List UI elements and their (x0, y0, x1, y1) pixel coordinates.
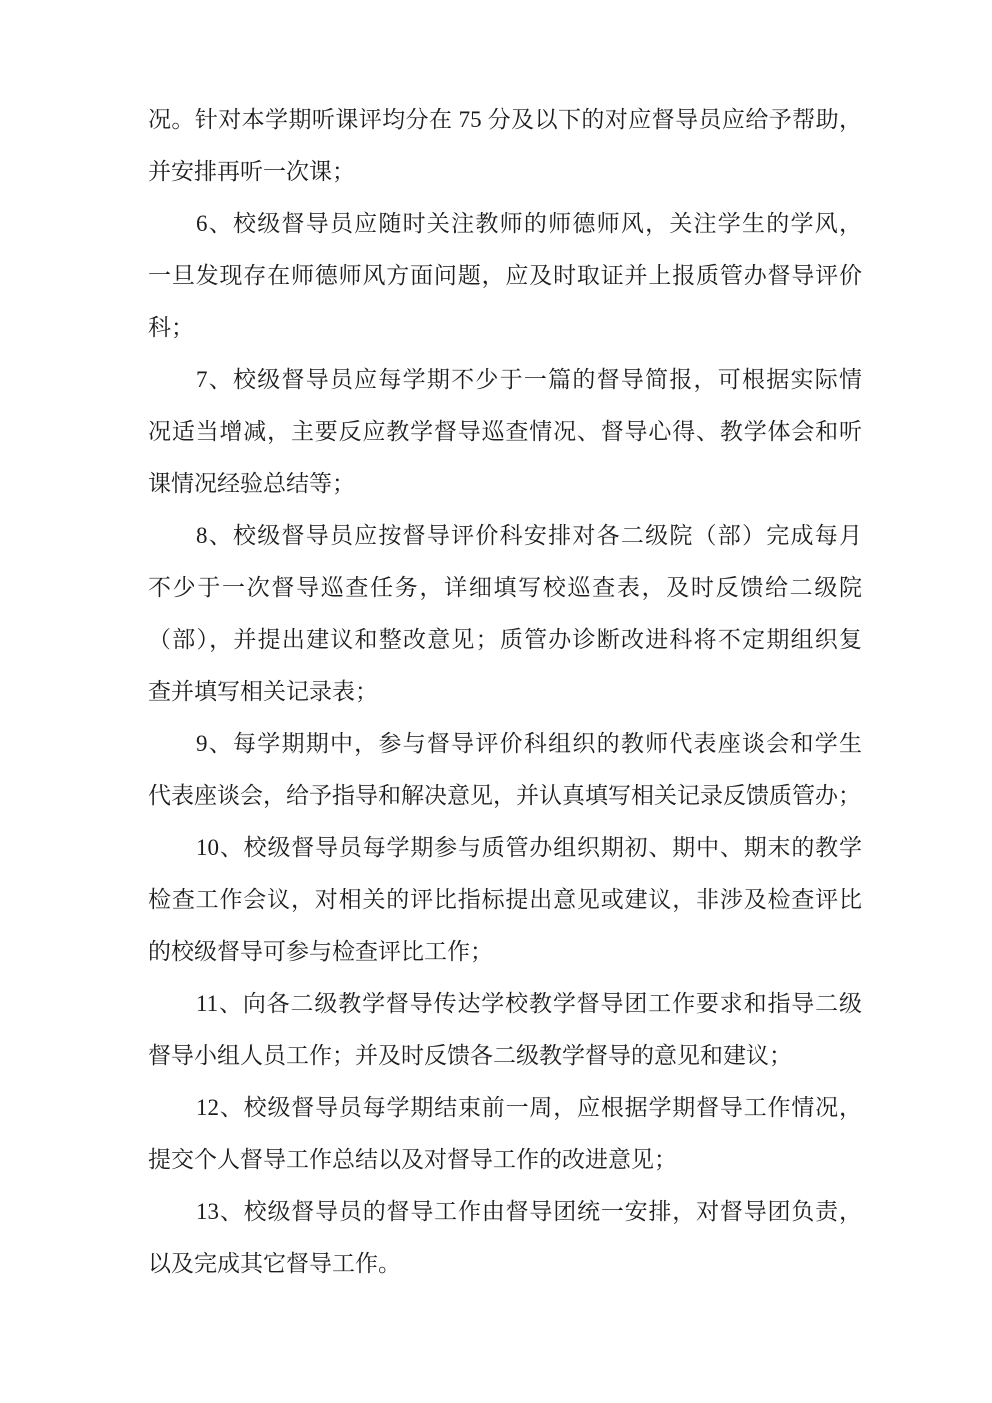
paragraph-3-line-1: 7、校级督导员应每学期不少于一篇的督导简报，可根据实际情 (196, 367, 862, 392)
paragraph-3-line-2: 况适当增减，主要反应教学督导巡查情况、督导心得、教学体会和听 (148, 419, 862, 444)
paragraph-8-line-2: 提交个人督导工作总结以及对督导工作的改进意见； (148, 1147, 677, 1172)
document-body (148, 94, 862, 1290)
paragraph-2-line-1: 6、校级督导员应随时关注教师的师德师风，关注学生的学风， (196, 211, 862, 236)
paragraph-4-line-3: （部），并提出建议和整改意见；质管办诊断改进科将不定期组织复 (148, 627, 862, 652)
paragraph-2-line-3: 科； (148, 315, 194, 340)
paragraph-4-line-2: 不少于一次督导巡查任务，详细填写校巡查表，及时反馈给二级院 (148, 575, 862, 600)
paragraph-5-line-2: 代表座谈会，给予指导和解决意见，并认真填写相关记录反馈质管办； (148, 783, 861, 808)
paragraph-9-line-1: 13、校级督导员的督导工作由督导团统一安排，对督导团负责， (196, 1199, 862, 1224)
paragraph-5-line-1: 9、每学期期中，参与督导评价科组织的教师代表座谈会和学生 (196, 731, 862, 756)
paragraph-7-line-1: 11、向各二级教学督导传达学校教学督导团工作要求和指导二级 (196, 991, 862, 1016)
paragraph-4-line-4: 查并填写相关记录表； (148, 679, 378, 704)
paragraph-6-line-1: 10、校级督导员每学期参与质管办组织期初、期中、期末的教学 (196, 835, 862, 860)
paragraph-3-line-3: 课情况经验总结等； (148, 471, 355, 496)
paragraph-7-line-2: 督导小组人员工作；并及时反馈各二级教学督导的意见和建议； (148, 1043, 792, 1068)
paragraph-6-line-2: 检查工作会议，对相关的评比指标提出意见或建议，非涉及检查评比 (148, 887, 862, 912)
paragraph-1-line-2: 并安排再听一次课； (148, 159, 355, 184)
paragraph-8-line-1: 12、校级督导员每学期结束前一周，应根据学期督导工作情况， (196, 1095, 862, 1120)
paragraph-9-line-2: 以及完成其它督导工作。 (148, 1251, 401, 1276)
paragraph-2-line-2: 一旦发现存在师德师风方面问题，应及时取证并上报质管办督导评价 (148, 263, 862, 288)
paragraph-6-line-3: 的校级督导可参与检查评比工作； (148, 939, 493, 964)
paragraph-1-line-1: 况。针对本学期听课评均分在 75 分及以下的对应督导员应给予帮助， (148, 107, 862, 132)
paragraph-4-line-1: 8、校级督导员应按督导评价科安排对各二级院（部）完成每月 (196, 523, 862, 548)
